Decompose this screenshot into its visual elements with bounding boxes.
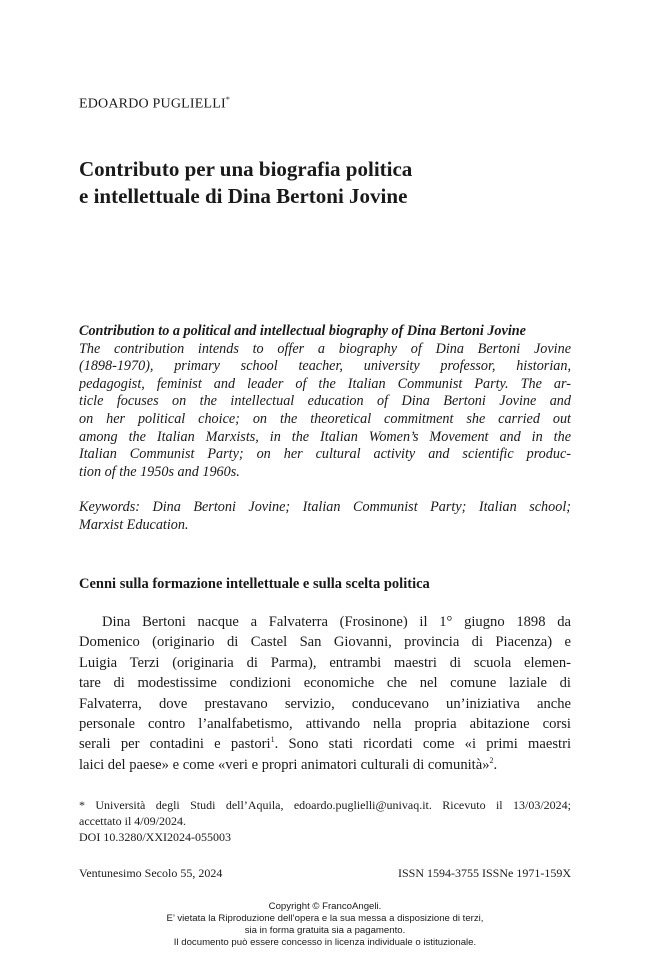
body-line: serali per contadini e pastori$^1$. Sono stati ricordati come «i primi maestri (79, 735, 571, 753)
body-paragraph (79, 612, 571, 775)
copyright-notice (0, 901, 650, 949)
section-heading: Cenni sulla formazione intellettuale e sulla scelta politica (79, 576, 430, 592)
abstract-line: The contribution intends to offer a biography of Dina Bertoni Jovine (79, 340, 571, 357)
abstract-line: Italian Communist Party; on her cultural activity and scientific produc- (79, 446, 571, 463)
doi-line: DOI 10.3280/XXI2024-055003 (79, 830, 231, 844)
body-line: Falvaterra, dove prestavano servizio, conducevano un’iniziativa anche (79, 695, 571, 712)
footnote-ref[interactable]: 2 (489, 755, 494, 765)
keywords-line: Keywords: Dina Bertoni Jovine; Italian Communist Party; Italian school; (79, 499, 571, 515)
footnote-line: accettato il 4/09/2024. (79, 814, 186, 828)
article-title (79, 156, 579, 210)
copyright-line: Copyright © FrancoAngeli. (268, 901, 382, 912)
author-footnote (79, 797, 571, 845)
body-line: personale contro l’analfabetismo, attivando nella propria abitazione corsi (79, 715, 571, 732)
abstract-line: pedagogist, feminist and leader of the Italian Communist Party. The ar- (79, 375, 571, 392)
footnote-line: * Università degli Studi dell’Aquila, edoardo.puglielli@univaq.it. Ricevuto il 13/03/2024; (79, 798, 571, 812)
body-line: Luigia Terzi (originaria di Parma), entrambi maestri di scuola elemen- (79, 654, 571, 671)
title-line: Contributo per una biografia politica (79, 157, 413, 181)
body-line: Dina Bertoni nacque a Falvaterra (Frosinone) il 1° giugno 1898 da (102, 614, 571, 630)
keywords-line: Marxist Education. (79, 516, 189, 533)
body-line: laici del paese» e come «veri e propri animatori culturali di comunità»$^2$. (79, 755, 498, 773)
copyright-line: Il documento può essere concesso in licenza individuale o istituzionale. (173, 937, 477, 948)
title-line: e intellettuale di Dina Bertoni Jovine (79, 184, 408, 208)
keywords (79, 499, 571, 534)
abstract-line: (1898-1970), primary school teacher, university professor, historian, (79, 358, 571, 375)
issn-line: ISSN 1594-3755 ISSNe 1971-159X (397, 866, 571, 880)
abstract-line: among the Italian Marxists, in the Italian Women’s Movement and in the (79, 428, 571, 445)
author-footnote-mark: * (225, 95, 231, 104)
abstract-heading: Contribution to a political and intellectual biography of Dina Bertoni Jovine (79, 323, 526, 339)
body-line: tare di modestissime condizioni economiche che nel comune laziale di (79, 675, 571, 692)
author-name: EDOARDO PUGLIELLI* (79, 95, 231, 112)
copyright-line: sia in forma gratuita sia a pagamento. (244, 925, 406, 936)
journal-citation: Ventunesimo Secolo 55, 2024 (79, 866, 223, 880)
abstract-line: ticle focuses on the intellectual education of Dina Bertoni Jovine and (79, 393, 571, 410)
body-line: Domenico (originario di Castel San Giovanni, provincia di Piacenza) e (79, 634, 571, 651)
copyright-line: E’ vietata la Riproduzione dell’opera e la sua messa a disposizione di terzi, (166, 913, 484, 924)
abstract-line: on her political choice; on the theoretical commitment she carried out (79, 410, 571, 427)
abstract-line: tion of the 1950s and 1960s. (79, 463, 240, 480)
abstract (79, 323, 571, 481)
footnote-ref[interactable]: 1 (270, 735, 275, 745)
